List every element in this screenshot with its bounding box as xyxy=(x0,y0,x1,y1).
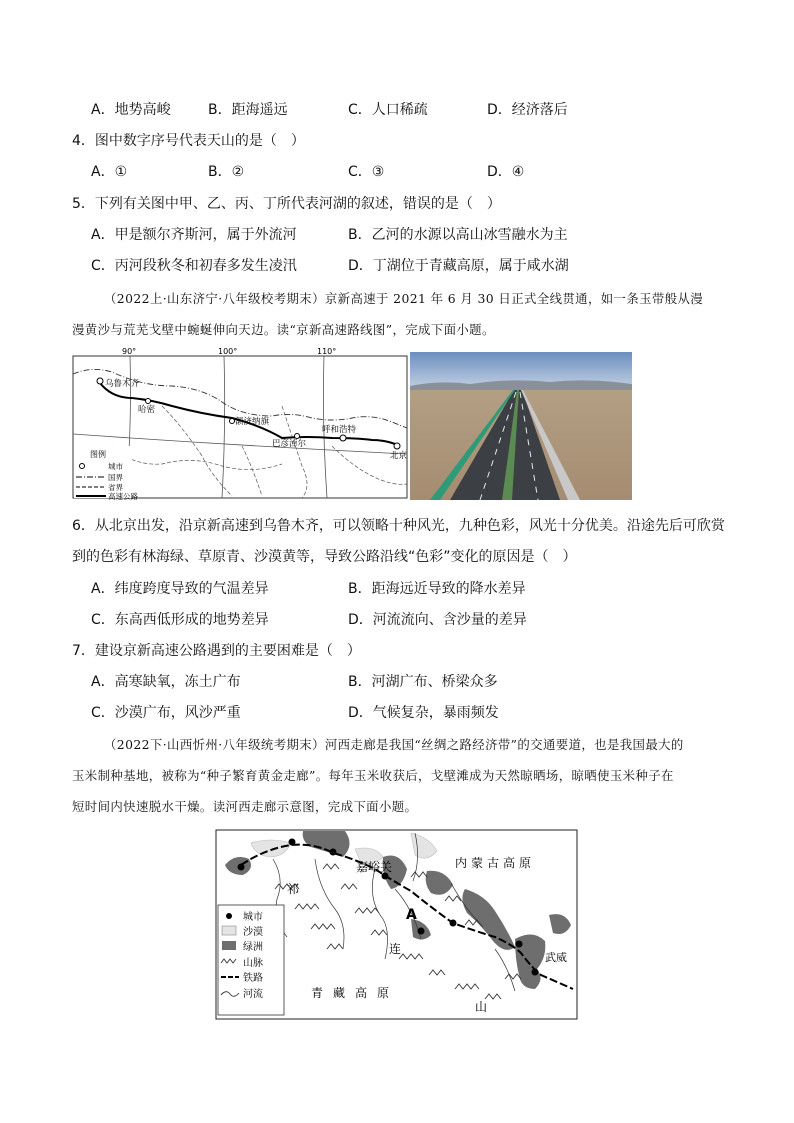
label-shan: 山 xyxy=(475,1000,488,1014)
legend-oasis-swatch xyxy=(222,941,236,950)
city-label-beijing: 北京 xyxy=(390,451,408,461)
q6-option-c[interactable]: C．东高西低形成的地势差异 xyxy=(91,612,269,628)
q6-stem-line2: 到的色彩有林海绿、草原青、沙漠黄等，导致公路沿线“色彩”变化的原因是（ ） xyxy=(72,549,577,565)
q4-option-d[interactable]: D．④ xyxy=(487,164,525,180)
label-wuwei: 武威 xyxy=(545,951,567,964)
q7-option-c[interactable]: C．沙漠广布，风沙严重 xyxy=(91,705,241,721)
map2-legend-desert: 沙漠 xyxy=(243,927,263,938)
label-qinghai-tibet-plateau: 青藏高原 xyxy=(311,986,400,1000)
label-jiayuguan: 嘉峪关 xyxy=(356,860,393,874)
map2-legend-oasis: 绿洲 xyxy=(243,942,263,953)
intro2-line3: 短时间内快速脱水干燥。读河西走廊示意图，完成下面小题。 xyxy=(72,799,418,814)
label-point-a: A xyxy=(406,907,417,923)
q3-option-c[interactable]: C．人口稀疏 xyxy=(348,102,428,118)
q5-option-a[interactable]: A．甲是额尔齐斯河，属于外流河 xyxy=(91,227,297,243)
label-lian: 连 xyxy=(389,942,402,956)
city-marker-ejina xyxy=(230,419,235,424)
q5-option-c[interactable]: C．丙河段秋冬和初春多发生凌汛 xyxy=(91,258,297,274)
city-label-hami: 哈密 xyxy=(138,405,156,415)
city-marker-bayannur xyxy=(295,434,300,439)
map2-legend-city: 城市 xyxy=(243,912,263,923)
q5-option-b[interactable]: B．乙河的水源以高山冰雪融水为主 xyxy=(348,227,568,243)
q4-stem: 4．图中数字序号代表天山的是（ ） xyxy=(72,133,305,149)
lon-label-100: 100° xyxy=(218,347,238,356)
q5-stem: 5．下列有关图中甲、乙、丙、丁所代表河湖的叙述，错误的是（ ） xyxy=(72,196,501,212)
q5-option-d[interactable]: D．丁湖位于青藏高原，属于咸水湖 xyxy=(348,258,569,274)
legend-title: 图例 xyxy=(90,450,106,459)
city-label-ejina: 额济纳旗 xyxy=(235,417,270,427)
q7-option-a[interactable]: A．高寒缺氧，冻土广布 xyxy=(91,674,241,690)
q7-stem: 7．建设京新高速公路遇到的主要困难是（ ） xyxy=(72,643,361,659)
legend-desert-swatch xyxy=(222,926,236,935)
highway-route-map xyxy=(72,346,410,501)
q3-option-a[interactable]: A．地势高峻 xyxy=(91,102,171,118)
q3-option-d[interactable]: D．经济落后 xyxy=(487,102,568,118)
q4-option-c[interactable]: C．③ xyxy=(348,164,385,180)
legend-border-label: 国界 xyxy=(108,473,123,482)
map2-legend-river: 河流 xyxy=(243,989,263,1000)
city-marker-urumqi xyxy=(97,378,103,384)
highway-photo xyxy=(410,352,632,500)
intro1-line2: 漫黄沙与荒芜戈壁中蜿蜒伸向天边。读“京新高速路线图”，完成下面小题。 xyxy=(72,322,495,337)
city-label-urumqi: 乌鲁木齐 xyxy=(105,379,140,389)
city-marker-hami xyxy=(146,399,151,404)
q7-option-d[interactable]: D．气候复杂，暴雨频发 xyxy=(348,705,499,721)
label-qi: 祁 xyxy=(287,882,300,896)
city-marker-beijing xyxy=(394,443,400,449)
map2-legend-mountain: 山脉 xyxy=(243,958,263,969)
city-label-hohhot: 呼和浩特 xyxy=(322,425,357,435)
q3-option-b[interactable]: B．距海遥远 xyxy=(208,102,288,118)
q4-option-a[interactable]: A．① xyxy=(91,164,128,180)
intro2-line2: 玉米制种基地，被称为“种子繁育黄金走廊”。每年玉米收获后，戈壁滩成为天然晾晒场，晾晒使玉米种子在 xyxy=(72,768,674,783)
city-marker-hohhot xyxy=(340,435,346,441)
intro2-line1: （2022下·山西忻州·八年级统考期末）河西走廊是我国“丝绸之路经济带”的交通要道，也是我国最大的 xyxy=(104,737,684,752)
q6-option-a[interactable]: A．纬度跨度导致的气温差异 xyxy=(91,581,269,597)
label-inner-mongolia-plateau: 内蒙古高原 xyxy=(455,856,536,870)
lon-label-90: 90° xyxy=(122,347,137,356)
hexi-corridor-map xyxy=(215,829,579,1021)
legend-city-label: 城市 xyxy=(108,462,123,471)
lon-label-110: 110° xyxy=(317,347,337,356)
legend-city-dot xyxy=(226,913,232,919)
q6-option-d[interactable]: D．河流流向、含沙量的差异 xyxy=(348,612,527,628)
city-label-bayannur: 巴彦淖尔 xyxy=(272,439,307,449)
q6-stem-line1: 6．从北京出发，沿京新高速到乌鲁木齐，可以领略十种风光，九种色彩，风光十分优美。沿途先后可欣赏 xyxy=(72,518,725,534)
q4-option-b[interactable]: B．② xyxy=(208,164,245,180)
intro-paragraph-1 xyxy=(72,283,722,345)
legend-province-label: 省界 xyxy=(108,483,123,492)
intro-paragraph-2 xyxy=(72,729,722,822)
legend-city-icon xyxy=(80,464,85,469)
map2-legend-railway: 铁路 xyxy=(243,973,263,984)
q7-option-b[interactable]: B．河湖广布、桥梁众多 xyxy=(348,674,498,690)
q6-option-b[interactable]: B．距海远近导致的降水差异 xyxy=(348,581,526,597)
intro1-line1: （2022上·山东济宁·八年级校考期末）京新高速于 2021 年 6 月 30 日正式全线贯通，如一条玉带般从漫 xyxy=(104,291,704,306)
legend-highway-label: 高速公路 xyxy=(108,492,138,501)
